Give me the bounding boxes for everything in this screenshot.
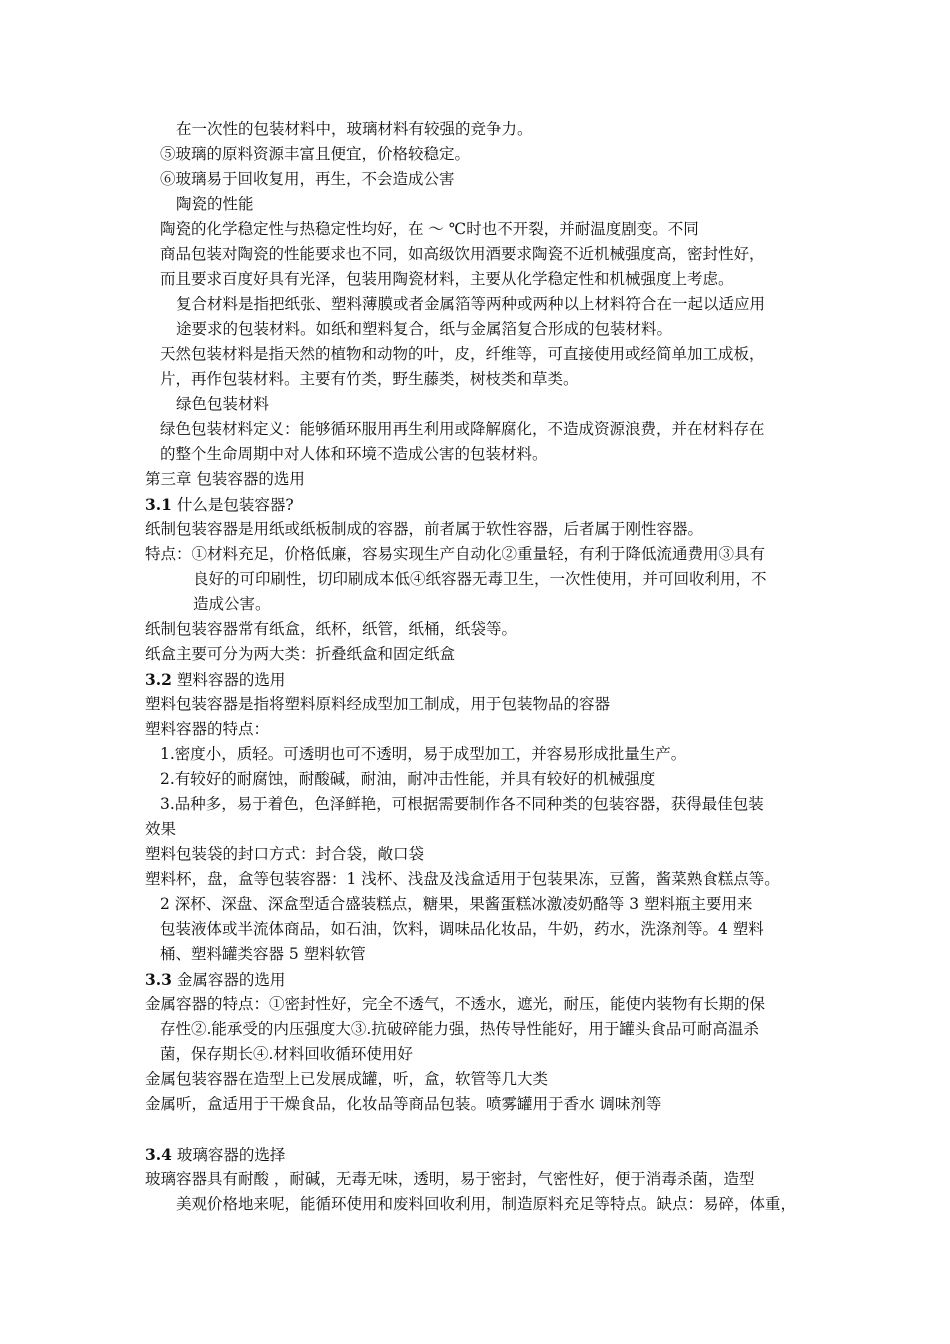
- section-title: 塑料容器的选用: [176, 671, 286, 689]
- section-heading: [145, 1142, 285, 1168]
- text-line: ⑤玻璃的原料资源丰富且便宜，价格较稳定。: [160, 145, 471, 163]
- text-line: 纸制包装容器是用纸或纸板制成的容器，前者属于软性容器，后者属于刚性容器。: [145, 520, 704, 538]
- section-number: 3.3: [145, 970, 172, 989]
- text-line: 特点：①材料充足，价格低廉，容易实现生产自动化②重量轻，有利于降低流通费用③具有: [145, 545, 766, 563]
- text-line: 美观价格地来呢，能循环使用和废料回收利用，制造原料充足等特点。缺点：易碎，体重，: [176, 1195, 797, 1213]
- text-line: 天然包装材料是指天然的植物和动物的叶，皮，纤维等，可直接使用或经简单加工成板，: [160, 345, 765, 363]
- text-line: 陶瓷的化学稳定性与热稳定性均好，在 ～ ℃时也不开裂，并耐温度剧变。不同: [160, 220, 699, 238]
- section-number: 3.2: [145, 670, 172, 689]
- list-item: 3.品种多，易于着色，色泽鲜艳，可根据需要制作各不同种类的包装容器，获得最佳包装: [160, 795, 764, 813]
- text-line: 商品包装对陶瓷的性能要求也不同，如高级饮用酒要求陶瓷不近机械强度高，密封性好，: [160, 245, 765, 263]
- text-line: 塑料包装容器是指将塑料原料经成型加工制成，用于包装物品的容器: [145, 695, 611, 713]
- text-line: 包装液体或半流体商品，如石油，饮料，调味品化妆品，牛奶，药水，洗涤剂等。4 塑料: [160, 920, 764, 938]
- section-title: 金属容器的选用: [176, 971, 286, 989]
- text-line: 的整个生命周期中对人体和环境不造成公害的包装材料。: [160, 445, 548, 463]
- subheading: 绿色包装材料: [176, 395, 270, 413]
- text-line: 良好的可印刷性，切印刷成本低④纸容器无毒卫生，一次性使用，并可回收利用，不: [193, 570, 767, 588]
- section-number: 3.4: [145, 1145, 172, 1164]
- text-line: 塑料容器的特点：: [145, 720, 270, 738]
- text-line: 效果: [145, 820, 177, 838]
- text-line: 而且要求百度好具有光泽，包装用陶瓷材料，主要从化学稳定性和机械强度上考虑。: [160, 270, 734, 288]
- text-line: 金属容器的特点：①密封性好，完全不透气，不透水，遮光，耐压，能使内装物有长期的保: [145, 995, 766, 1013]
- text-line: 菌，保存期长④.材料回收循环使用好: [160, 1045, 413, 1063]
- text-line: 玻璃容器具有耐酸 ，耐碱，无毒无味，透明，易于密封，气密性好，便于消毒杀菌，造型: [145, 1170, 755, 1188]
- text-line: ⑥玻璃易于回收复用，再生，不会造成公害: [160, 170, 455, 188]
- text-line: 塑料杯，盘，盒等包装容器：1 浅杯、浅盘及浅盒适用于包装果冻，豆酱，酱菜熟食糕点等。: [145, 870, 780, 888]
- section-heading: [145, 967, 285, 993]
- text-line: 金属包装容器在造型上已发展成罐，听，盒，软管等几大类: [145, 1070, 549, 1088]
- text-line: 片，再作包装材料。主要有竹类，野生藤类，树枝类和草类。: [160, 370, 579, 388]
- list-item: 2.有较好的耐腐蚀，耐酸碱，耐油，耐冲击性能，并具有较好的机械强度: [160, 770, 656, 788]
- section-title: 玻璃容器的选择: [176, 1146, 286, 1164]
- text-line: 途要求的包装材料。如纸和塑料复合，纸与金属箔复合形成的包装材料。: [176, 320, 673, 338]
- text-line: 纸盒主要可分为两大类：折叠纸盒和固定纸盒: [145, 645, 456, 663]
- text-line: 纸制包装容器常有纸盒，纸杯，纸管，纸桶，纸袋等。: [145, 620, 518, 638]
- section-heading: [145, 492, 294, 518]
- text-line: 造成公害。: [193, 595, 271, 613]
- section-heading: [145, 667, 285, 693]
- section-title: 什么是包装容器?: [176, 496, 294, 514]
- section-number: 3.1: [145, 495, 172, 514]
- subheading: 陶瓷的性能: [176, 195, 254, 213]
- text-line: 在一次性的包装材料中，玻璃材料有较强的竞争力。: [176, 120, 533, 138]
- text-line: 金属听，盒适用于干燥食品，化妆品等商品包装。喷雾罐用于香水 调味剂等: [145, 1095, 662, 1113]
- text-line: 绿色包装材料定义：能够循环服用再生利用或降解腐化，不造成资源浪费，并在材料存在: [160, 420, 765, 438]
- list-item: 1.密度小，质轻。可透明也可不透明，易于成型加工，并容易形成批量生产。: [160, 745, 687, 763]
- text-line: 塑料包装袋的封口方式：封合袋，敞口袋: [145, 845, 425, 863]
- text-line: 桶、塑料罐类容器 5 塑料软管: [160, 945, 366, 963]
- text-line: 存性②.能承受的内压强度大③.抗破碎能力强，热传导性能好，用于罐头食品可耐高温杀: [160, 1020, 759, 1038]
- text-line: 2 深杯、深盘、深盒型适合盛装糕点，糖果，果酱蛋糕冰激凌奶酪等 3 塑料瓶主要用来: [160, 895, 753, 913]
- chapter-heading: 第三章 包装容器的选用: [145, 470, 305, 488]
- text-line: 复合材料是指把纸张、塑料薄膜或者金属箔等两种或两种以上材料符合在一起以适应用: [176, 295, 766, 313]
